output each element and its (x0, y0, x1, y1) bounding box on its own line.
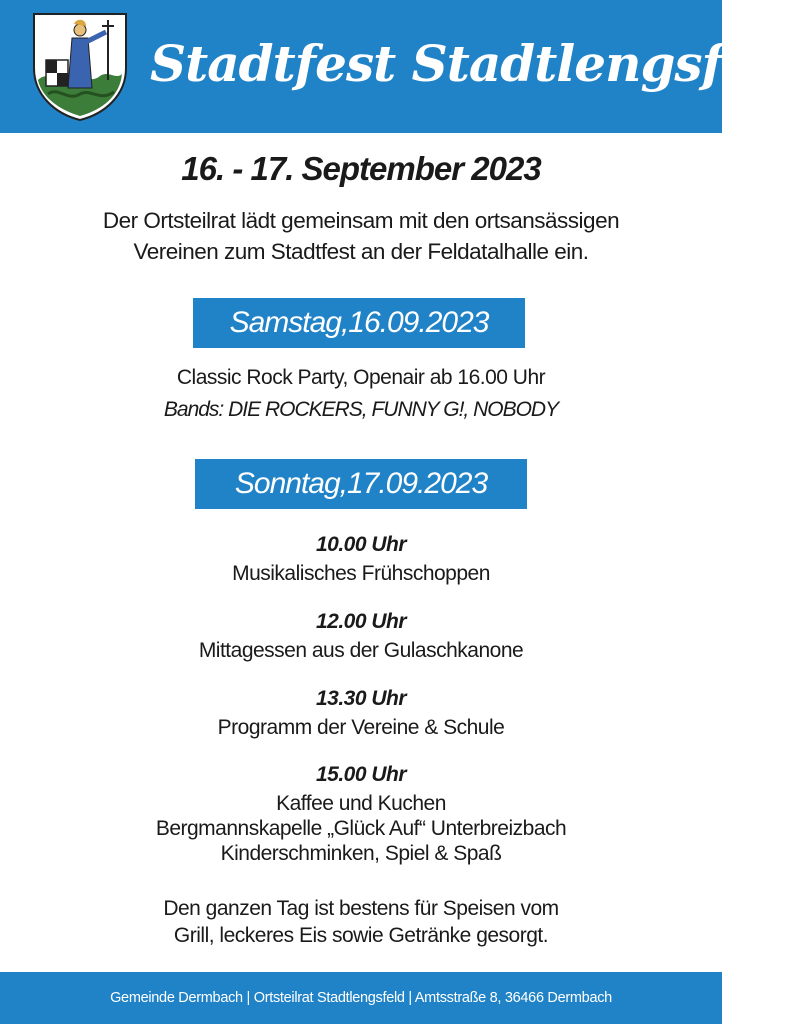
program-line: Kaffee und Kuchen (276, 792, 446, 815)
program-time: 13.30 Uhr (315, 687, 407, 710)
program-description: Programm der Vereine & Schule (217, 716, 505, 739)
intro-text (30, 205, 692, 267)
footer-address: Gemeinde Dermbach | Ortsteilrat Stadtlengsfeld | Amtsstraße 8, 36466 Dermbach (0, 972, 722, 1024)
program-time: 12.00 Uhr (315, 610, 407, 633)
program-description (0, 791, 722, 866)
header-banner (0, 0, 805, 133)
intro-line: Der Ortsteilrat lädt gemeinsam mit den ortsansässigen (102, 208, 620, 233)
catering-note (0, 895, 722, 949)
page-title: Stadtfest Stadtlengsfeld (150, 34, 805, 93)
program-line: Bergmannskapelle „Glück Auf“ Unterbreizbach (155, 817, 567, 840)
saturday-label: Samstag,16.09.2023 (193, 298, 525, 348)
program-description: Mittagessen aus der Gulaschkanone (198, 639, 524, 662)
saturday-party-line: Classic Rock Party, Openair ab 16.00 Uhr (176, 366, 546, 389)
sunday-label: Sonntag,17.09.2023 (195, 459, 527, 509)
event-date: 16. - 17. September 2023 (181, 150, 541, 187)
note-line: Den ganzen Tag ist bestens für Speisen vom (163, 897, 559, 920)
program-time: 10.00 Uhr (315, 533, 407, 556)
note-line: Grill, leckeres Eis sowie Getränke gesorgt. (173, 924, 549, 947)
program-description: Musikalisches Frühschoppen (232, 562, 490, 585)
program-line: Kinderschminken, Spiel & Spaß (220, 842, 502, 865)
saturday-bands-line: Bands: DIE ROCKERS, FUNNY G!, NOBODY (163, 398, 559, 421)
intro-line: Vereinen zum Stadtfest an der Feldatalhalle ein. (133, 239, 589, 264)
program-time: 15.00 Uhr (315, 763, 407, 786)
coat-of-arms-icon (28, 10, 132, 122)
